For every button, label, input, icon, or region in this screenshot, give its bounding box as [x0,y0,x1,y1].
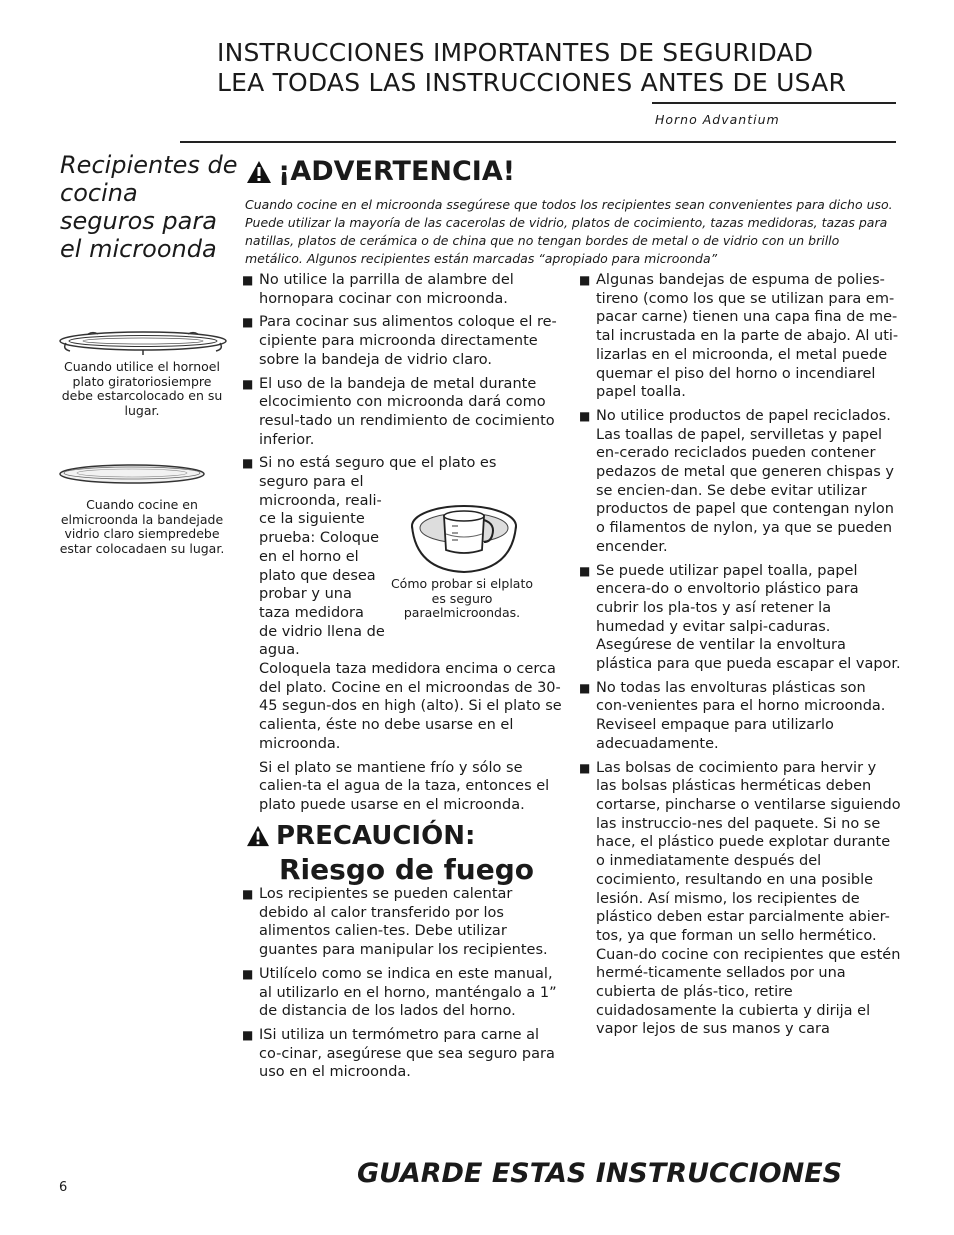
header-rule [180,141,896,143]
list-item: ■ No utilice la parrilla de alambre del hornopara cocinar con microonda. [242,272,514,307]
warning-triangle-icon [246,825,270,847]
bullet-square-icon: ■ [579,563,591,578]
bullet-square-icon: ■ [242,1027,254,1042]
page-number: 6 [59,1180,68,1195]
bullet-square-icon: ■ [242,376,254,391]
list-item: ■ Utilícelo como se indica en este manual, al utilizarlo en el horno, manténgalo a 1” de distancia de los lados del horno. [242,965,557,1020]
list-item: ■ El uso de la bandeja de metal durante elcocimiento con microonda dará como resul-tado un rendimiento de cocimiento inferior. [242,375,555,448]
list-item: ■ No utilice productos de papel reciclados. Las toallas de papel, servilletas y papel en-cerado reciclados pueden contener pedazos de metal que generen chispas y se encien-dan. Se debe evitar utilizar productos de papel que contengan nylon o filamentos de nylon, ya que se pueden encender. [579,407,894,555]
bullet-square-icon: ■ [579,273,591,287]
list-item: ■ No todas las envolturas plásticas son con-venientes para el horno microonda. Reviseel empaque para utilizarlo adecuadamente. [579,679,886,752]
section-title: Recipientes de cocina seguros para el microonda [60,151,238,263]
warning-heading-text: ¡ADVERTENCIA! [278,156,516,187]
test-cont: Coloquela taza medidora encima o cerca del plato. Cocine en el microondas de 30-45 segun-dos en high (alto). Si el plato se calienta, éste no debe usarse en el microonda. [259,661,562,752]
cup-caption: Cómo probar si elplato es seguro paraelmicroondas. [390,576,534,620]
bullet-square-icon: ■ [242,273,254,287]
header-rule-short [652,102,896,104]
rack-caption: Cuando utilice el hornoel plato giratoriosiempre debe estarcolocado en su lugar. [61,359,223,418]
page-title-line2: LEA TODAS LAS INSTRUCCIONES ANTES DE USAR [217,68,847,97]
test-lead: Si no está seguro que el plato es [259,455,497,472]
oven-rack-image [58,328,228,358]
glass-tray-image [58,463,206,487]
bullet-square-icon: ■ [579,680,591,695]
product-subtitle: Horno Advantium [655,112,780,127]
bullet-square-icon: ■ [242,966,254,981]
warning-intro: Cuando cocine en el microonda ssegúrese que todos los recipientes sean convenientes para dicho uso. Puede utilizar la mayoría de las cacerolas de vidrio, platos de cocimiento, tazas medidoras, tazas para natillas, platos de cerámica o de china que no tengan bordes de metal o de vidrio con un brillo metálico. Algunos recipientes están marcadas “apropiado para microonda” [245,197,893,266]
bullet-square-icon: ■ [242,315,254,330]
list-item: ■ Algunas bandejas de espuma de polies-tireno (como los que se utilizan para em-pacar carne) tienen una capa fina de me-tal incrustada en la parte de abajo. Al uti-lizarlas en el microonda, el metal puede quemar el piso del horno o incendiarel papel toalla. [579,272,899,401]
bullet-square-icon: ■ [242,887,254,901]
page-title [217,38,846,98]
list-item: ■ Las bolsas de cocimiento para hervir y las bolsas plásticas herméticas deben cortarse, pincharse o ventilarse siguiendo las instruccio-nes del paquete. Si no se hace, el plástico puede explotar durante o inmediatamente después del cocimiento, resultando en una posible lesión. Así mismo, los recipientes de plástico deben estar parcialmente abier-tos, ya que forman un sello hermético. Cuan-do cocine con recipientes que estén hermé-ticamente sellados por una cubierta de plás-tico, retire cuidadosamente la cubierta y dirija el vapor lejos de sus manos y cara [579,759,901,1038]
right-column [579,271,901,1044]
test-para2: Si el plato se mantiene frío y sólo se calien-ta el agua de la taza, entonces el plato puede usarse en el microonda. [259,759,550,813]
list-item: ■ Para cocinar sus alimentos coloque el re-cipiente para microonda directamente sobre la bandeja de vidrio claro. [242,314,557,368]
footer-save-instructions: GUARDE ESTAS INSTRUCCIONES [357,1158,843,1189]
list-item: ■ Los recipientes se pueden calentar debido al calor transferido por los alimentos calien-tes. Debe utilizar guantes para manipular los recipientes. [242,886,548,959]
warning-heading [246,156,515,187]
tray-caption: Cuando cocine en elmicroonda la bandejade vidrio claro siempredebe estar colocadaen su lugar. [59,497,225,556]
list-item: ■ Se puede utilizar papel toalla, papel encera-do o envoltorio plástico para cubrir los pla-tos y así retener la humedad y evitar salpi-caduras. Asegúrese de ventilar la envoltura plástica para que pueda escapar el vapor. [579,562,901,673]
caution-list [242,885,564,1087]
warning-triangle-icon [246,160,272,184]
measuring-cup-image [410,498,518,574]
bullet-square-icon: ■ [579,760,591,775]
caution-line2: Riesgo de fuego [279,853,535,886]
bullet-square-icon: ■ [242,456,254,471]
list-item: ■ ISi utiliza un termómetro para carne al co-cinar, asegúrese que sea seguro para uso en el microonda. [242,1026,555,1081]
page-title-line1: INSTRUCCIONES IMPORTANTES DE SEGURIDAD [217,38,814,67]
caution-line1: PRECAUCIÓN: [276,821,476,851]
bullet-square-icon: ■ [579,408,591,423]
caution-heading [246,819,534,887]
test-body: seguro para el microonda, reali-ce la siguiente prueba: Coloque en el horno el plato que desea probar y una taza medidora de vidrio llena de agua. [259,474,385,659]
